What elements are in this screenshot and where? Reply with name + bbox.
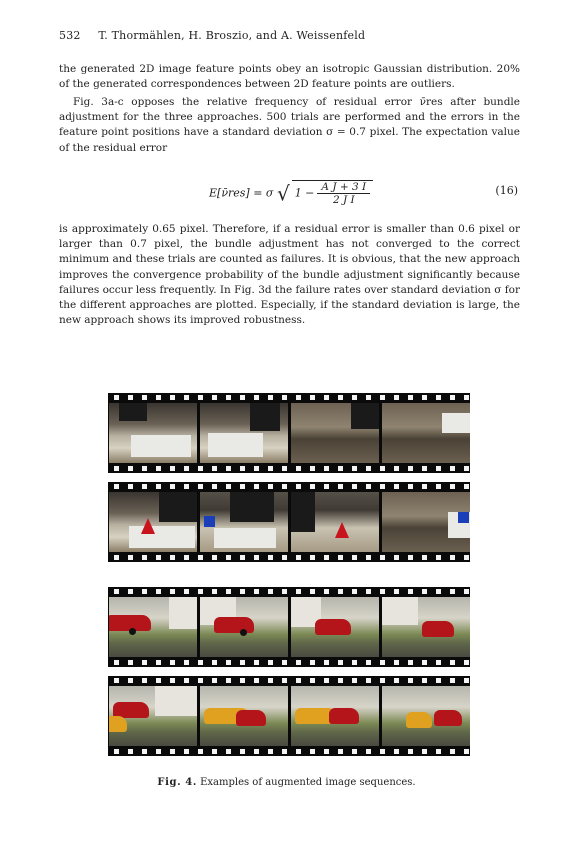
equation-lhs: E[ν̄res] = σ — [209, 186, 274, 200]
red-car — [214, 617, 254, 633]
film-perforation — [108, 395, 470, 400]
paragraph-1: the generated 2D image feature points obey an isotropic Gaussian distribution. 20% of the generated correspondences between 2D feature points are outliers. — [59, 63, 520, 91]
film-perforation — [108, 484, 470, 489]
film-perforation — [108, 660, 470, 665]
caption-label: Fig. 4. — [157, 777, 197, 788]
figure-caption — [0, 777, 573, 788]
red-car — [236, 710, 266, 726]
page-number: 532 — [59, 29, 81, 42]
image-frame — [382, 686, 470, 746]
film-perforation — [108, 466, 470, 471]
image-frame — [109, 492, 197, 552]
image-frame — [382, 597, 470, 657]
film-strip-street-2 — [108, 676, 470, 756]
paragraph-2: Fig. 3a-c opposes the relative frequency of residual error ν̄res after bundle adjustment for the three approaches. 500 trials are performed and the errors in the feature point positions have a standard deviation σ = 0.7 pixel. The expectation value of the residual error — [59, 96, 520, 154]
caption-text: Examples of augmented image sequences. — [200, 777, 416, 788]
equation-number: (16) — [495, 184, 518, 197]
equation-16 — [59, 172, 520, 212]
red-car — [434, 710, 462, 726]
image-frame — [200, 492, 288, 552]
equation-denominator: 2 J I — [332, 194, 355, 206]
header-authors: T. Thormählen, H. Broszio, and A. Weissenfeld — [98, 29, 366, 42]
yellow-car — [109, 716, 127, 732]
running-header — [59, 29, 365, 42]
film-perforation — [108, 555, 470, 560]
film-perforation — [108, 749, 470, 754]
equation-radicand — [292, 180, 374, 206]
virtual-cube — [458, 512, 469, 523]
paragraph-3: is approximately 0.65 pixel. Therefore, if a residual error is smaller than 0.6 pixel or larger than 0.7 pixel, the bundle adjustment has not converged to the correct minimum and these trials are counted as failures. It is obvious, that the new approach improves the convergence probability of the bundle adjustment significantly because failures occur less frequently. In Fig. 3d the failure rates over standard deviation σ for the different approaches are plotted. Especially, if the standard deviation is large, the new approach shows its improved robustness. — [59, 223, 520, 327]
image-frame — [200, 686, 288, 746]
red-car — [329, 708, 359, 724]
image-frame — [291, 686, 379, 746]
image-frame — [291, 403, 379, 463]
image-frame — [200, 597, 288, 657]
image-frame — [382, 403, 470, 463]
image-frame — [109, 597, 197, 657]
film-strip-street-1 — [108, 587, 470, 667]
equation-fraction — [317, 181, 370, 206]
equation-numerator: A J + 3 I — [317, 181, 370, 194]
image-frame — [109, 686, 197, 746]
film-perforation — [108, 589, 470, 594]
image-frame — [200, 403, 288, 463]
sqrt-icon: √ — [276, 181, 290, 206]
virtual-cube — [204, 516, 215, 527]
image-frame — [291, 597, 379, 657]
virtual-cone — [141, 518, 155, 534]
equation-one-minus: 1 − — [294, 186, 315, 200]
film-perforation — [108, 678, 470, 683]
film-strip-office-2 — [108, 482, 470, 562]
equation-expression — [209, 180, 373, 206]
red-car — [422, 621, 454, 637]
film-strip-office-1 — [108, 393, 470, 473]
virtual-cone — [335, 522, 349, 538]
image-frame — [382, 492, 470, 552]
red-car — [315, 619, 351, 635]
yellow-car — [406, 712, 432, 728]
image-frame — [109, 403, 197, 463]
image-frame — [291, 492, 379, 552]
